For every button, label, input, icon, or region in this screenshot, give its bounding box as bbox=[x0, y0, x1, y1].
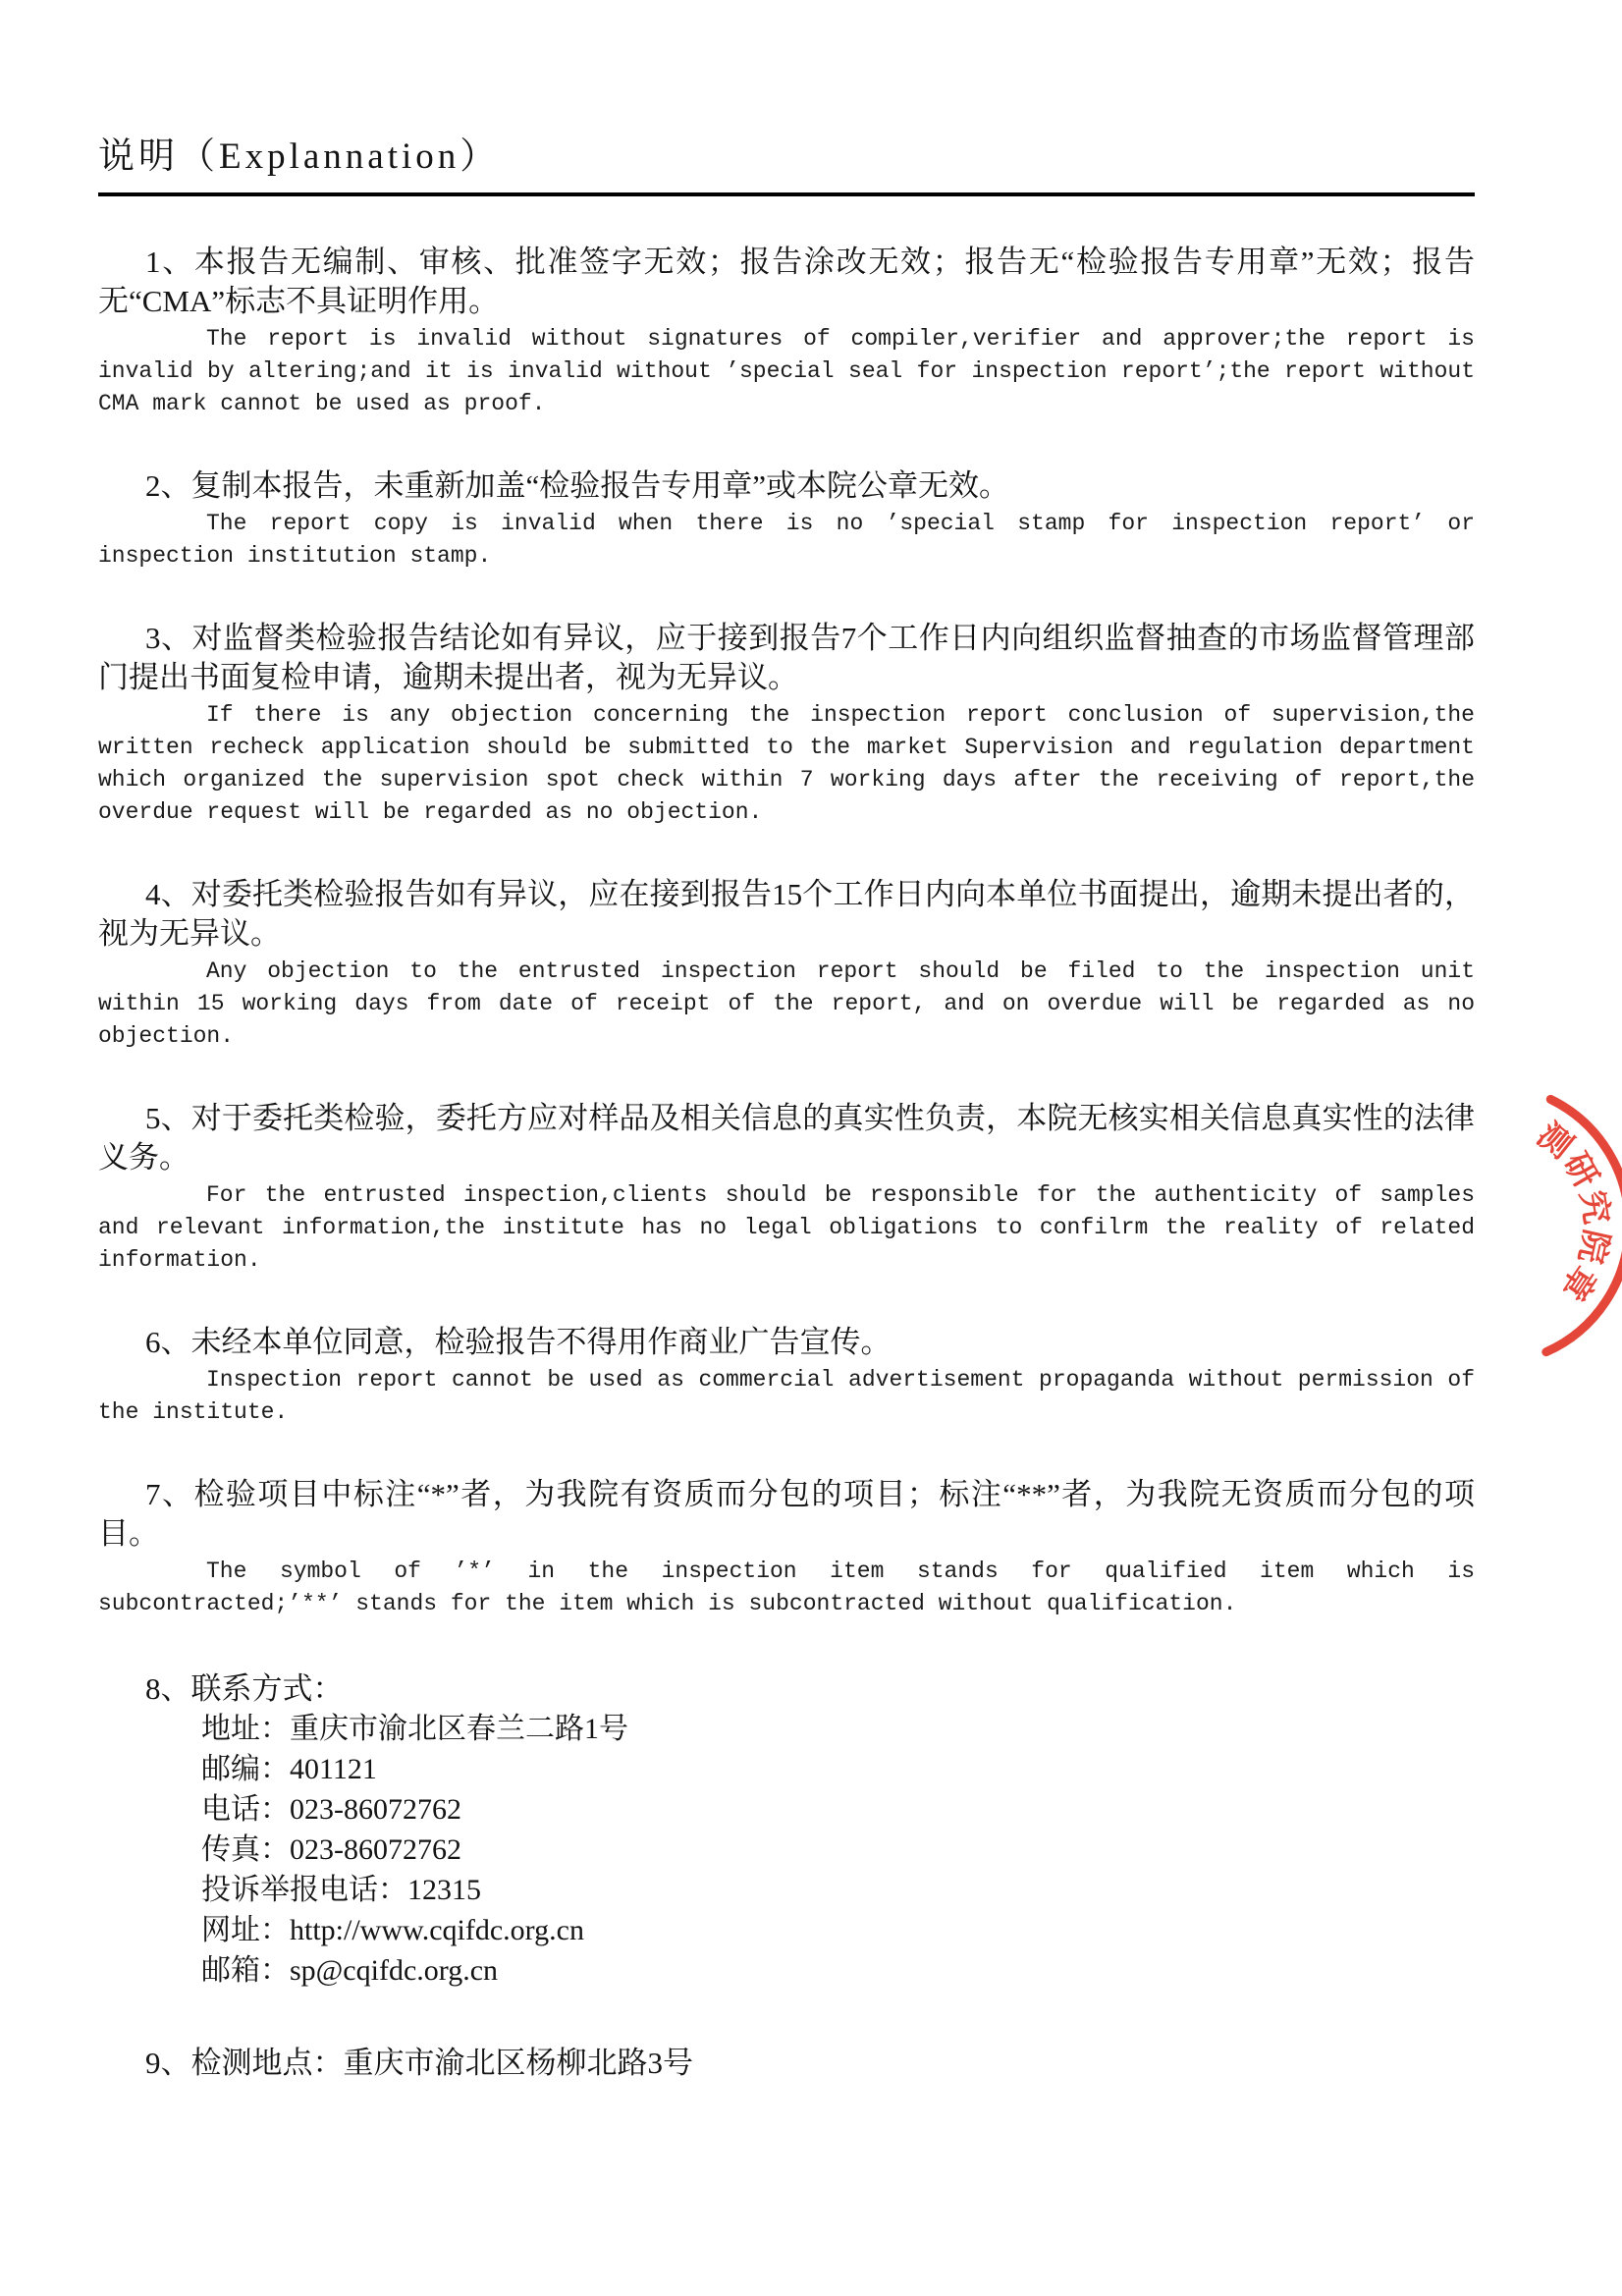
contact-line-phone: 电话：023-86072762 bbox=[201, 1793, 461, 1826]
item-7-text-en: The symbol of ’*’ in the inspection item stands for qualified item which is subcontracted;’**’ stands for the item which is subcontracted without qualification. bbox=[98, 1558, 1475, 1616]
item-6-text-cn: 6、未经本单位同意，检验报告不得用作商业广告宣传。 bbox=[145, 1325, 892, 1359]
seal-text: 测研究院章 bbox=[1530, 1117, 1615, 1308]
official-seal bbox=[1465, 1070, 1622, 1365]
seal-border-arc bbox=[1546, 1099, 1622, 1351]
contact-line-website: 网址：http://www.cqifdc.org.cn bbox=[201, 1914, 584, 1946]
explanation-item-6 bbox=[98, 1323, 1475, 1429]
item-4-text-cn: 4、对委托类检验报告如有异议，应在接到报告15个工作日内向本单位书面提出，逾期未提出者的，视为无异议。 bbox=[98, 877, 1475, 951]
item-3-text-en: If there is any objection concerning the inspection report conclusion of supervision,the written recheck application should be submitted to the market Supervision and regulation department which organized the supervision spot check within 7 working days after the receiving of report,the overdue request will be regarded as no objection. bbox=[98, 702, 1475, 825]
item-3-text-cn: 3、对监督类检验报告结论如有异议，应于接到报告7个工作日内向组织监督抽查的市场监督管理部门提出书面复检申请，逾期未提出者，视为无异议。 bbox=[98, 621, 1475, 694]
test-location-text: 9、检测地点：重庆市渝北区杨柳北路3号 bbox=[145, 2046, 693, 2080]
item-1-text-en: The report is invalid without signatures of compiler,verifier and approver;the report is invalid by altering;and it is invalid without ’special seal for inspection report’;the report without CMA mark cannot be used as proof. bbox=[98, 326, 1475, 416]
item-4-text-en: Any objection to the entrusted inspection report should be filed to the inspection unit within 15 working days from date of receipt of the report, and on overdue will be regarded as no objection. bbox=[98, 958, 1475, 1049]
explanation-item-4 bbox=[98, 875, 1475, 1053]
title-underline bbox=[98, 192, 1475, 196]
explanation-item-3 bbox=[98, 619, 1475, 829]
explanation-item-2 bbox=[98, 466, 1475, 573]
item-5-text-en: For the entrusted inspection,clients should be responsible for the authenticity of samples and relevant information,the institute has no legal obligations to confilrm the reality of related information. bbox=[98, 1182, 1475, 1273]
contact-line-postcode: 邮编：401121 bbox=[201, 1753, 377, 1785]
contact-line-fax: 传真：023-86072762 bbox=[201, 1833, 461, 1866]
explanation-item-7 bbox=[98, 1475, 1475, 1620]
explanation-item-1 bbox=[98, 243, 1475, 420]
contact-line-email: 邮箱：sp@cqifdc.org.cn bbox=[201, 1954, 499, 1987]
item-1-text-cn: 1、本报告无编制、审核、批准签字无效；报告涂改无效；报告无“检验报告专用章”无效；报告无“CMA”标志不具证明作用。 bbox=[98, 245, 1475, 318]
contact-line-address: 地址：重庆市渝北区春兰二路1号 bbox=[201, 1713, 628, 1745]
item-2-text-en: The report copy is invalid when there is no ’special stamp for inspection report’ or inspection institution stamp. bbox=[98, 511, 1475, 569]
item-2-text-cn: 2、复制本报告，未重新加盖“检验报告专用章”或本院公章无效。 bbox=[145, 468, 1010, 503]
explanation-item-5 bbox=[98, 1099, 1475, 1277]
contact-line-complaint-phone: 投诉举报电话：12315 bbox=[201, 1874, 481, 1906]
contact-section bbox=[98, 1669, 1475, 1991]
contact-heading: 8、联系方式： bbox=[145, 1671, 344, 1706]
explanation-content bbox=[98, 126, 1475, 2083]
item-5-text-cn: 5、对于委托类检验，委托方应对样品及相关信息的真实性负责，本院无核实相关信息真实性的法律义务。 bbox=[98, 1101, 1475, 1175]
item-6-text-en: Inspection report cannot be used as commercial advertisement propaganda without permission of the institute. bbox=[98, 1367, 1475, 1425]
page-title: 说明（Explannation） bbox=[98, 137, 501, 177]
test-location-section bbox=[98, 2044, 1475, 2083]
item-7-text-cn: 7、检验项目中标注“*”者，为我院有资质而分包的项目；标注“**”者，为我院无资质而分包的项目。 bbox=[98, 1477, 1475, 1551]
